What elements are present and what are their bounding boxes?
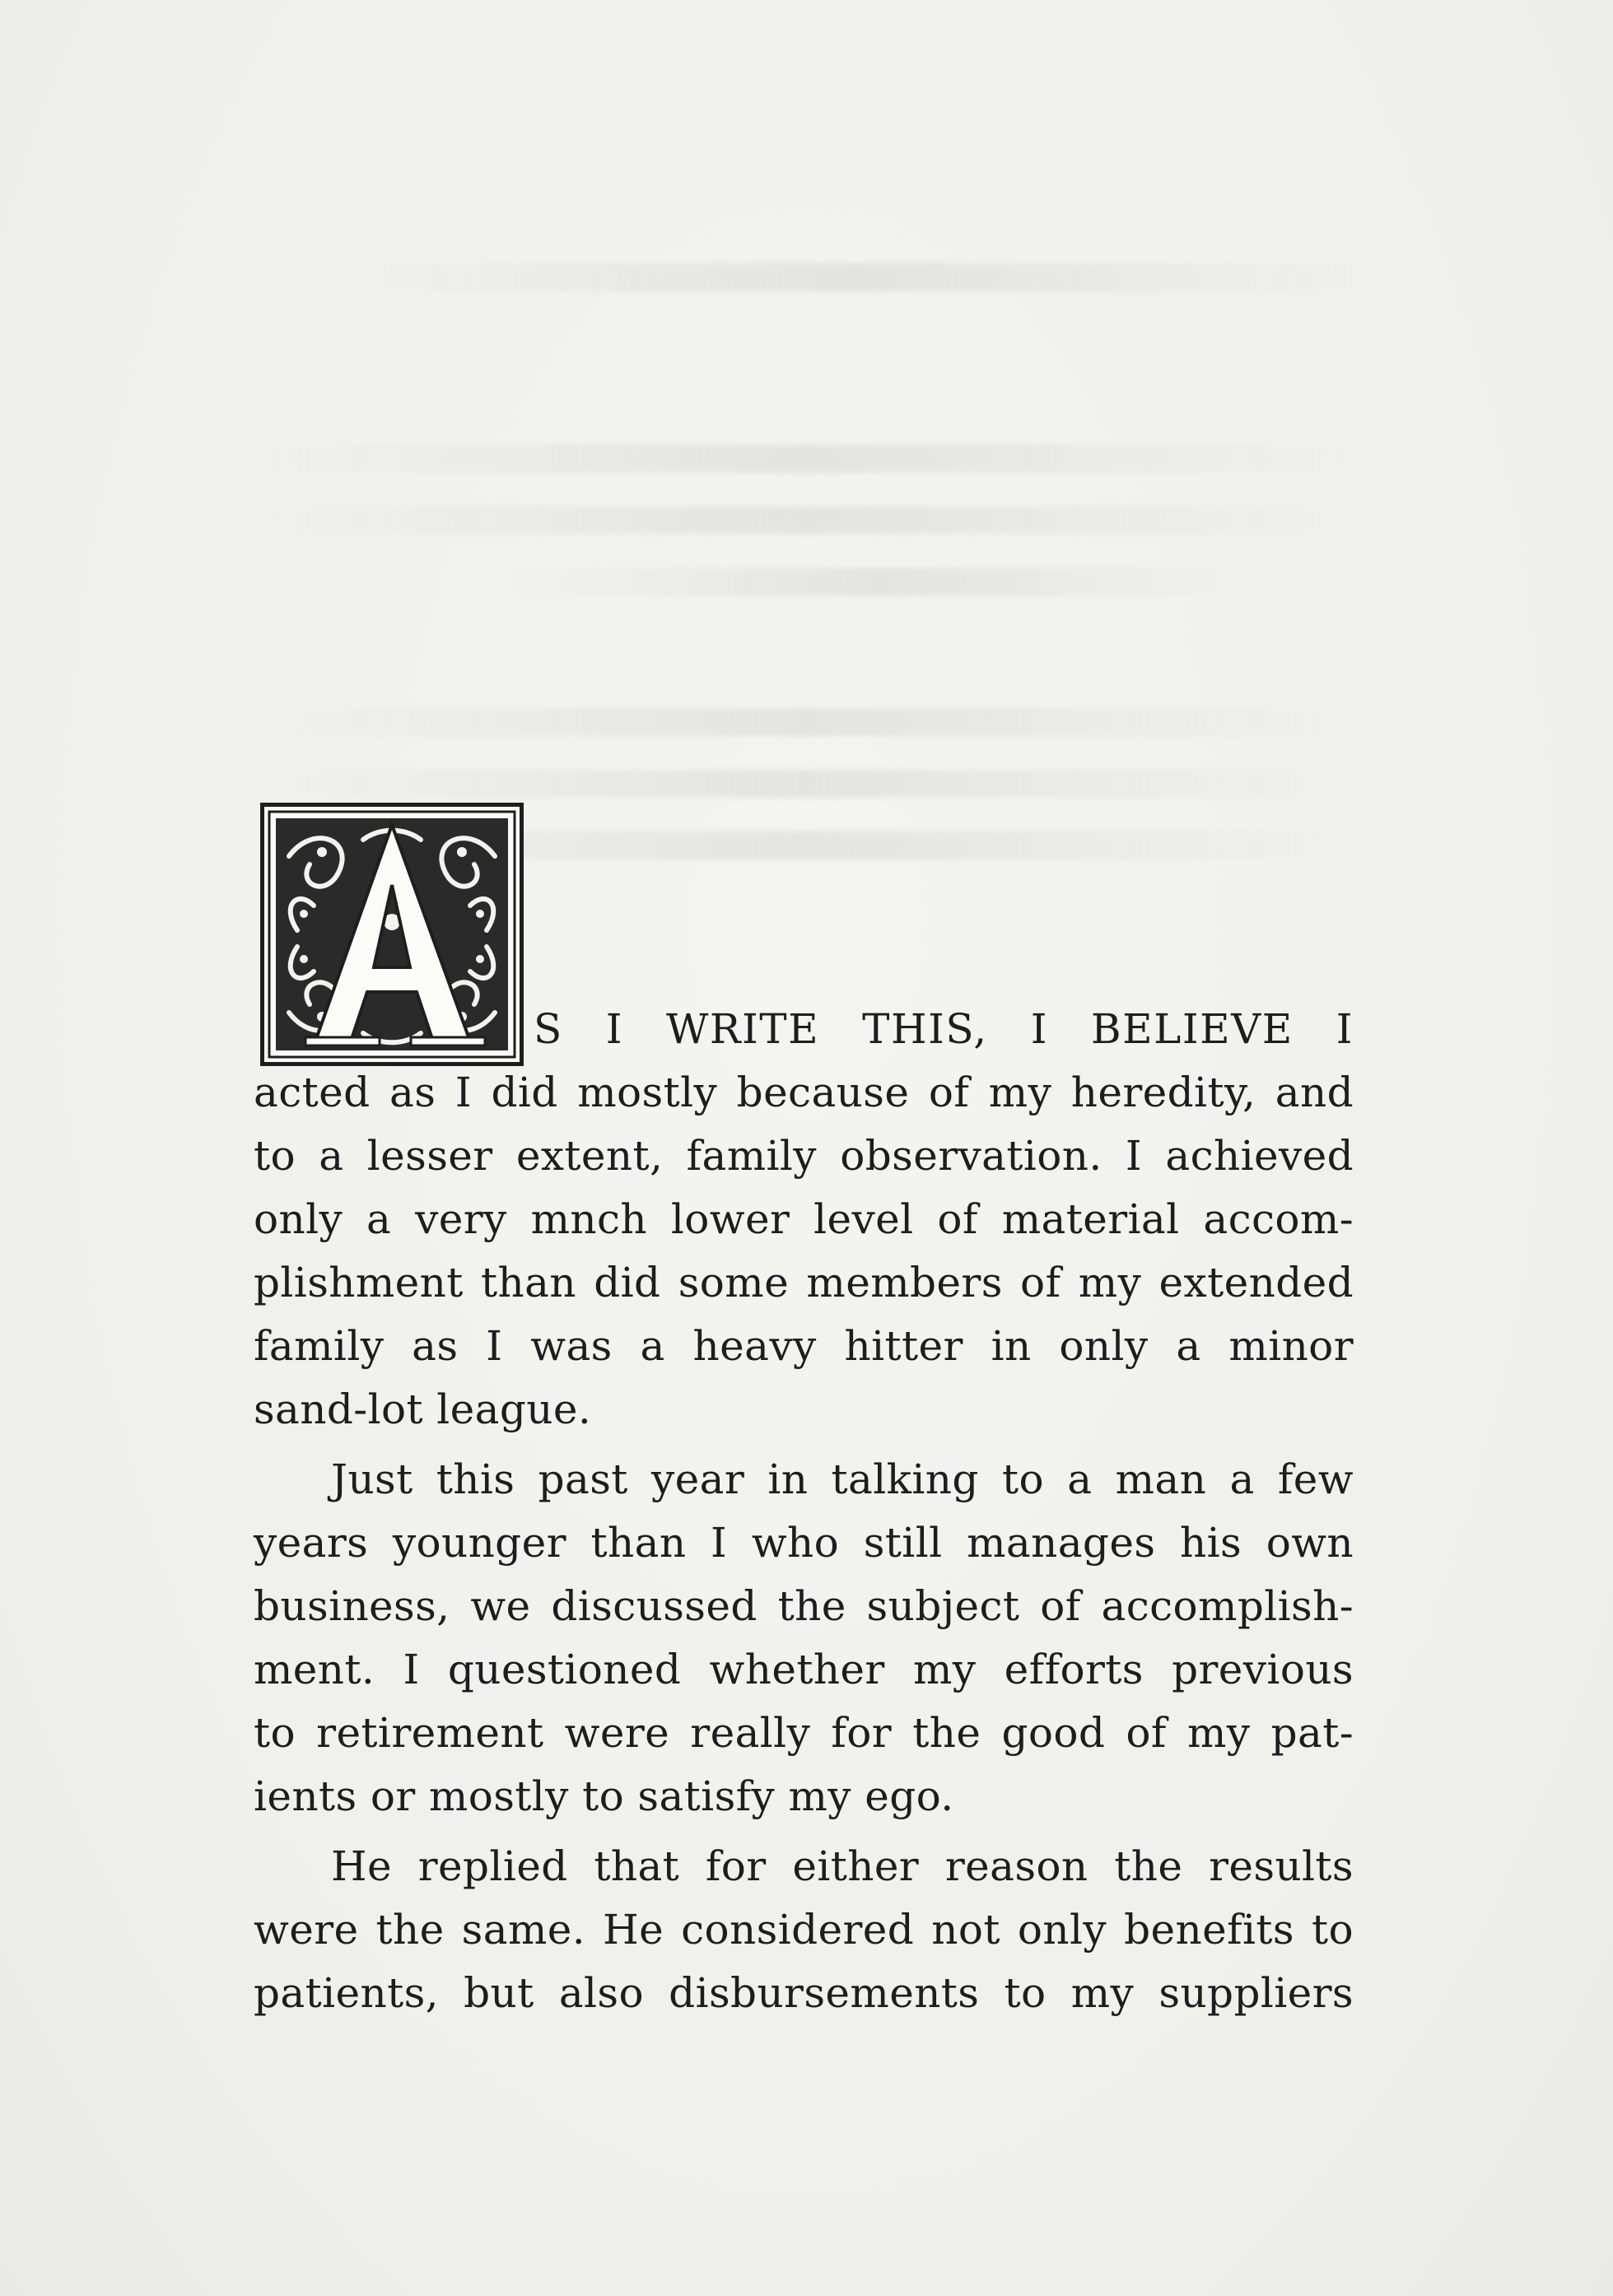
text-line: He replied that for either reason the results <box>331 1842 1354 1890</box>
text-line: plishment than did some members of my extended <box>254 1259 1354 1306</box>
bleed-through-mark <box>259 770 1354 798</box>
text-line: patients, but also disbursements to my suppliers <box>254 1969 1354 2017</box>
drop-cap-initial <box>260 803 524 1066</box>
text-line: to retirement were really for the good of my pat- <box>254 1709 1354 1757</box>
text-line: ment. I questioned whether my efforts previous <box>254 1646 1354 1693</box>
text-line: S I WRITE THIS, I BELIEVE I <box>534 1005 1354 1053</box>
bleed-through-mark <box>346 263 1367 291</box>
text-line: family as I was a heavy hitter in only a minor <box>254 1322 1354 1370</box>
bleed-through-mark <box>510 568 1252 596</box>
drop-cap-a-icon <box>264 807 520 1062</box>
text-line: were the same. He considered not only benefits to <box>254 1906 1354 1954</box>
bleed-through-mark <box>259 708 1354 736</box>
text-line: years younger than I who still manages his own <box>254 1519 1354 1567</box>
text-line: business, we discussed the subject of accomplish- <box>254 1582 1354 1630</box>
text-line: ients or mostly to satisfy my ego. <box>254 1772 954 1820</box>
text-line: sand-lot league. <box>254 1386 592 1433</box>
text-line: to a lesser extent, family observation. I achieved <box>254 1132 1354 1180</box>
bleed-through-mark <box>259 445 1354 473</box>
text-line: acted as I did mostly because of my heredity, and <box>254 1069 1354 1116</box>
bleed-through-mark <box>259 506 1354 534</box>
text-line: Just this past year in talking to a man a few <box>331 1455 1354 1503</box>
text-line: only a very mnch lower level of material accom- <box>254 1195 1354 1243</box>
